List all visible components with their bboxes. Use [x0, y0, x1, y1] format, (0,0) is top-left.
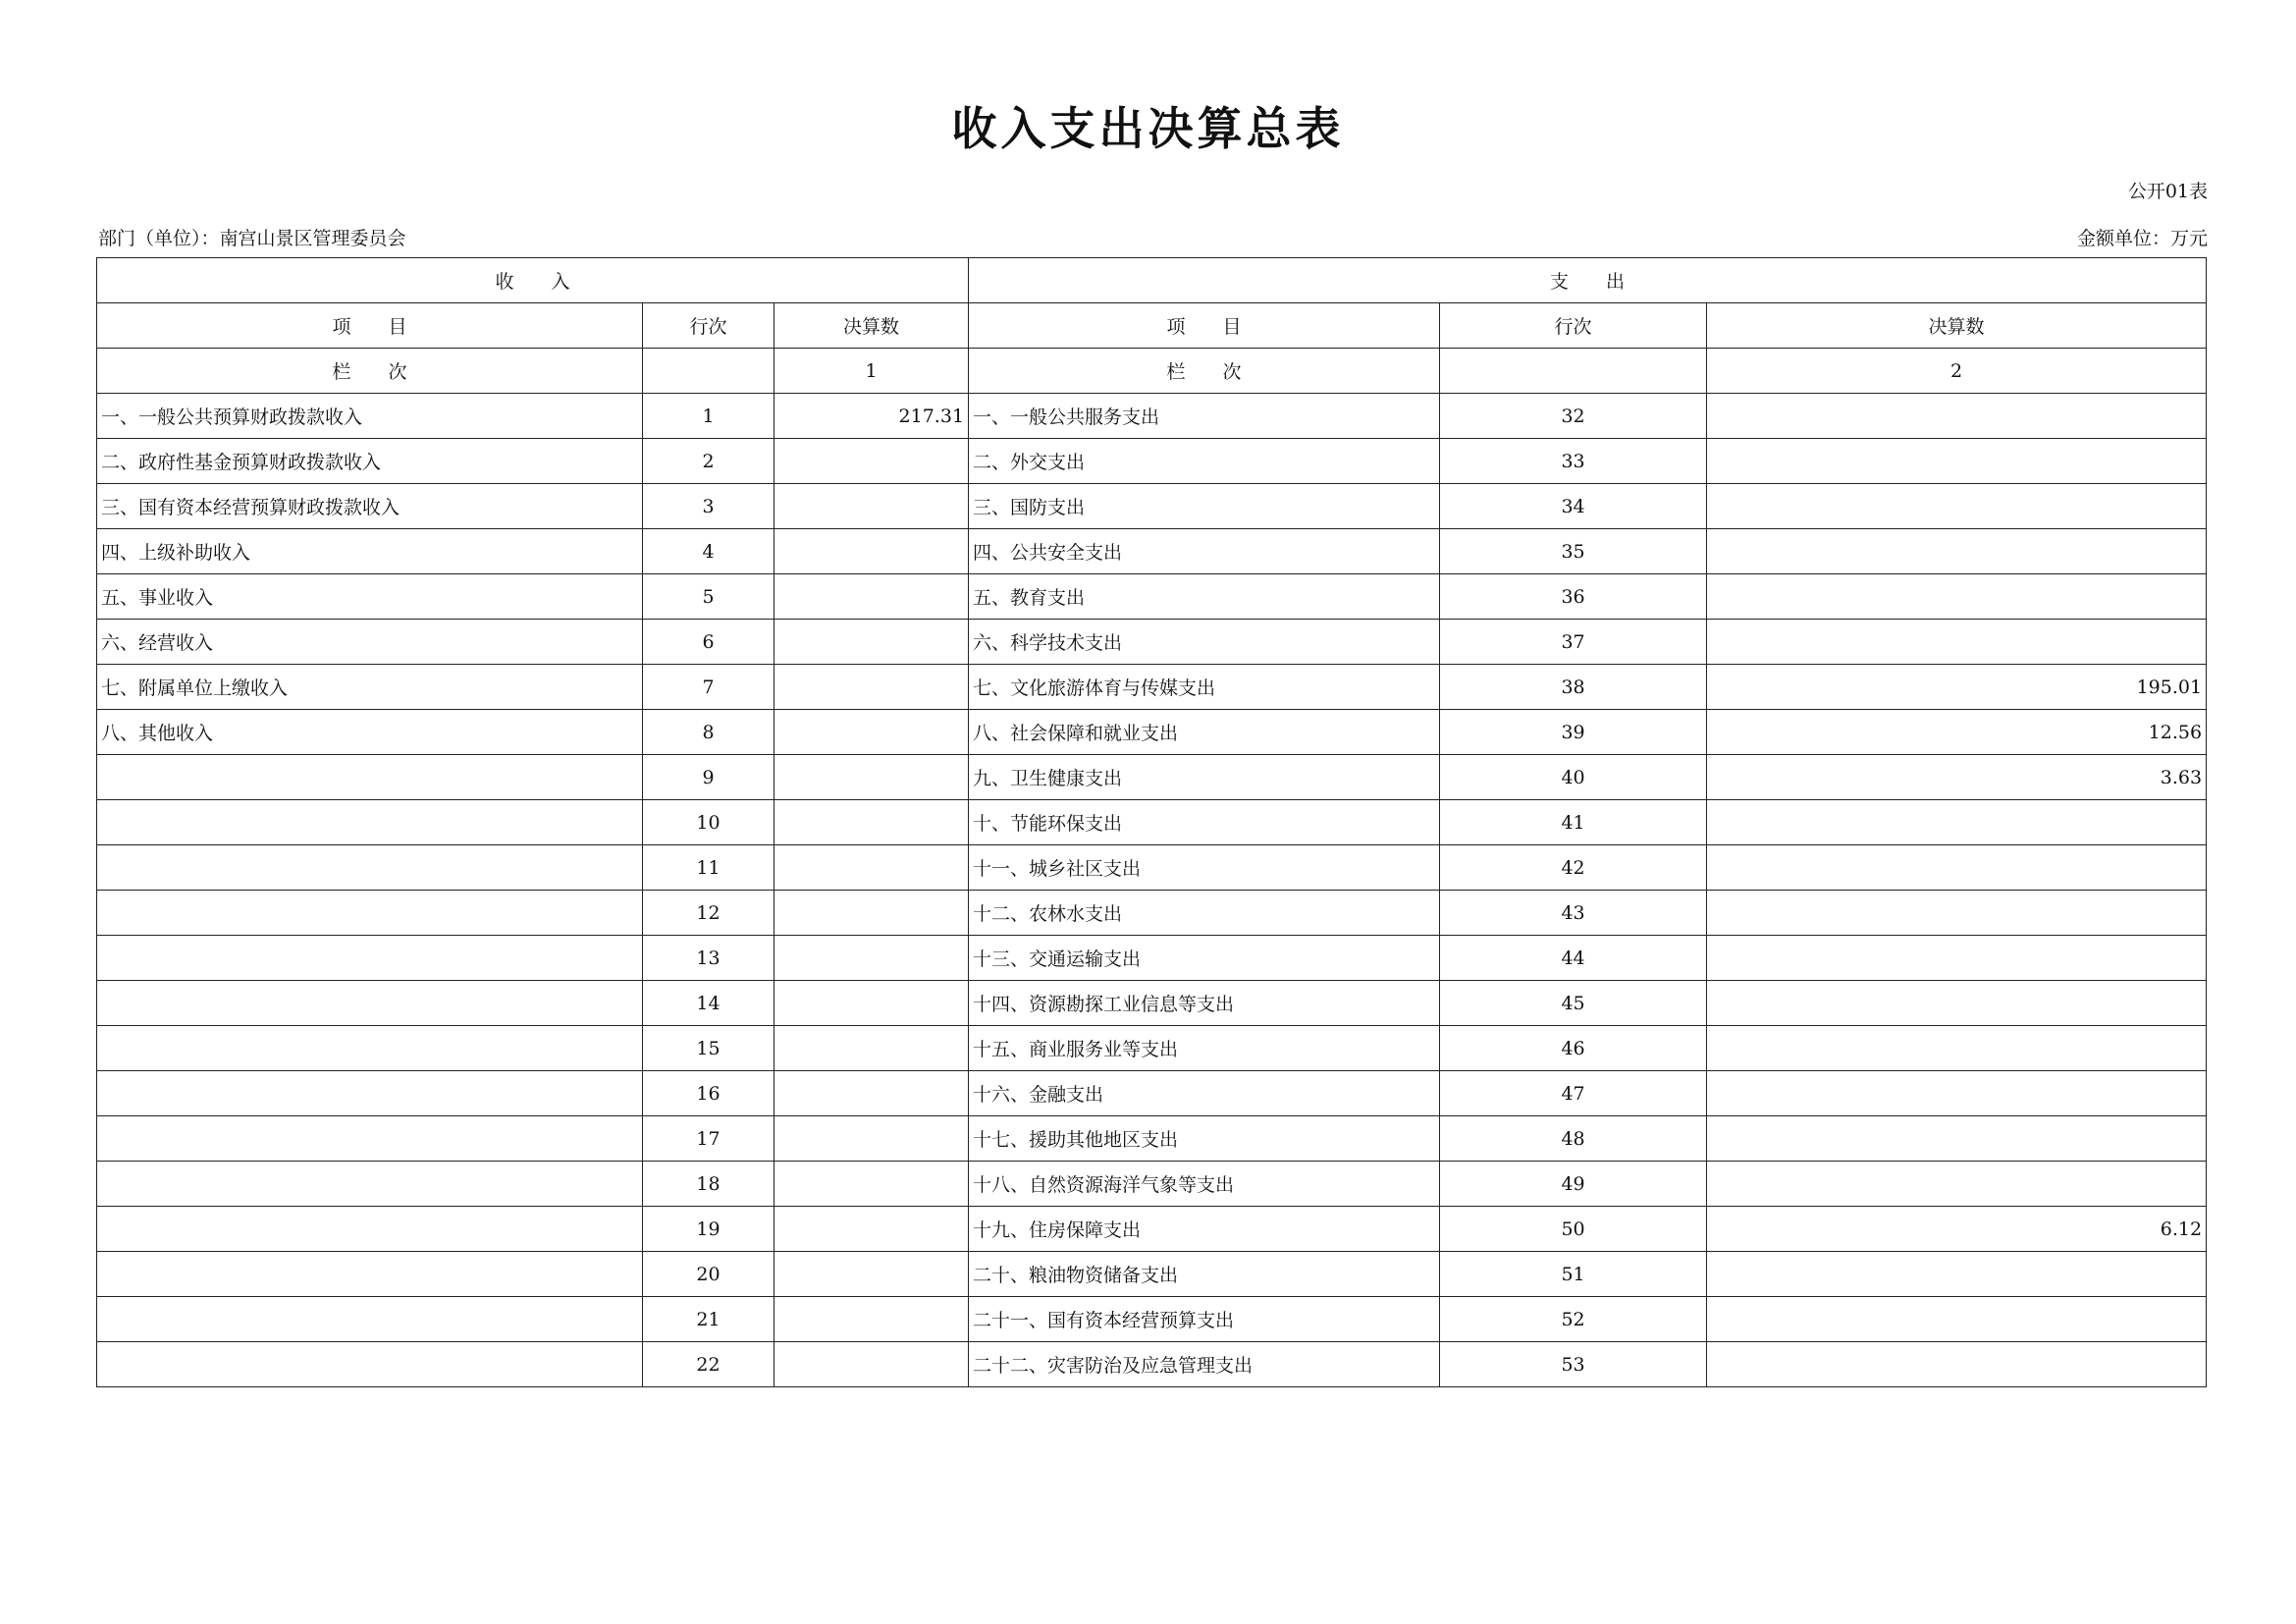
expense-amount-cell: [1707, 439, 2207, 484]
expense-amount-cell: [1707, 800, 2207, 845]
expense-item-header: 项 目: [969, 303, 1440, 349]
income-item-cell: [97, 1297, 643, 1342]
expense-row-no-header: 行次: [1440, 303, 1707, 349]
page-title: 收入支出决算总表: [951, 102, 1345, 155]
income-amount-cell: [774, 484, 969, 529]
expense-row-no-cell: 43: [1440, 891, 1707, 936]
expense-amount-cell: [1707, 981, 2207, 1026]
expense-amount-cell: [1707, 1252, 2207, 1297]
expense-item-cell: 二十一、国有资本经营预算支出: [969, 1297, 1440, 1342]
table-row: [97, 529, 2207, 574]
table-row: [97, 755, 2207, 800]
expense-item-cell: 十二、农林水支出: [969, 891, 1440, 936]
income-item-cell: [97, 936, 643, 981]
income-row-no-cell: 12: [643, 891, 774, 936]
income-row-no-cell: 5: [643, 574, 774, 620]
income-amount-cell: [774, 1207, 969, 1252]
expense-amount-cell: [1707, 574, 2207, 620]
expense-row-no-cell: 49: [1440, 1162, 1707, 1207]
expense-item-cell: 十三、交通运输支出: [969, 936, 1440, 981]
expense-amount-cell: [1707, 1071, 2207, 1116]
expense-row-no-cell: 52: [1440, 1297, 1707, 1342]
expense-item-cell: 一、一般公共服务支出: [969, 394, 1440, 439]
expense-item-cell: 十六、金融支出: [969, 1071, 1440, 1116]
income-row-no-cell: 7: [643, 665, 774, 710]
expense-amount-cell: [1707, 936, 2207, 981]
income-amount-cell: [774, 1342, 969, 1387]
table-row: [97, 1116, 2207, 1162]
income-amount-header: 决算数: [774, 303, 969, 349]
expense-row-no-cell: 51: [1440, 1252, 1707, 1297]
section-header-row: [97, 258, 2207, 303]
table-row: [97, 710, 2207, 755]
income-item-cell: 五、事业收入: [97, 574, 643, 620]
income-row-no-cell: 10: [643, 800, 774, 845]
income-row-no-cell: 22: [643, 1342, 774, 1387]
expense-amount-cell: [1707, 1342, 2207, 1387]
income-item-cell: 二、政府性基金预算财政拨款收入: [97, 439, 643, 484]
income-item-cell: 六、经营收入: [97, 620, 643, 665]
income-column-blank: [643, 349, 774, 394]
table-row: [97, 1252, 2207, 1297]
expense-item-cell: 七、文化旅游体育与传媒支出: [969, 665, 1440, 710]
expense-item-cell: 二十、粮油物资储备支出: [969, 1252, 1440, 1297]
income-item-cell: [97, 981, 643, 1026]
income-amount-cell: [774, 1026, 969, 1071]
expense-amount-cell: [1707, 529, 2207, 574]
table-row: [97, 845, 2207, 891]
table-row: [97, 620, 2207, 665]
expense-item-cell: 十九、住房保障支出: [969, 1207, 1440, 1252]
income-column-number: 1: [774, 349, 969, 394]
table-row: [97, 1026, 2207, 1071]
expense-amount-cell: [1707, 620, 2207, 665]
income-amount-cell: [774, 1297, 969, 1342]
income-amount-cell: [774, 981, 969, 1026]
income-amount-cell: [774, 1071, 969, 1116]
expense-amount-cell: 12.56: [1707, 710, 2207, 755]
expense-row-no-cell: 35: [1440, 529, 1707, 574]
expense-amount-cell: [1707, 845, 2207, 891]
income-amount-cell: 217.31: [774, 394, 969, 439]
expense-item-cell: 十七、援助其他地区支出: [969, 1116, 1440, 1162]
expense-item-cell: 二、外交支出: [969, 439, 1440, 484]
income-amount-cell: [774, 439, 969, 484]
income-section-header: 收 入: [97, 258, 969, 303]
income-amount-cell: [774, 529, 969, 574]
income-amount-cell: [774, 1252, 969, 1297]
income-item-header: 项 目: [97, 303, 643, 349]
income-row-no-cell: 2: [643, 439, 774, 484]
income-row-no-cell: 11: [643, 845, 774, 891]
expense-row-no-cell: 50: [1440, 1207, 1707, 1252]
expense-row-no-cell: 32: [1440, 394, 1707, 439]
expense-amount-cell: [1707, 1162, 2207, 1207]
income-item-cell: 七、附属单位上缴收入: [97, 665, 643, 710]
expense-row-no-cell: 47: [1440, 1071, 1707, 1116]
expense-amount-header: 决算数: [1707, 303, 2207, 349]
income-amount-cell: [774, 574, 969, 620]
table-row: [97, 394, 2207, 439]
department-label: 部门（单位）：南宫山景区管理委员会: [98, 228, 406, 249]
form-number: 公开01表: [2127, 181, 2208, 202]
expense-item-cell: 八、社会保障和就业支出: [969, 710, 1440, 755]
income-item-cell: [97, 1071, 643, 1116]
income-row-no-cell: 6: [643, 620, 774, 665]
income-item-cell: [97, 1207, 643, 1252]
income-row-no-cell: 17: [643, 1116, 774, 1162]
income-row-no-cell: 21: [643, 1297, 774, 1342]
table-row: [97, 439, 2207, 484]
expense-column-number: 2: [1707, 349, 2207, 394]
expense-amount-cell: [1707, 484, 2207, 529]
income-item-cell: [97, 845, 643, 891]
income-column-label: 栏 次: [97, 349, 643, 394]
column-number-row: [97, 349, 2207, 394]
table-row: [97, 1207, 2207, 1252]
income-amount-cell: [774, 665, 969, 710]
table-row: [97, 1297, 2207, 1342]
expense-column-blank: [1440, 349, 1707, 394]
table-row: [97, 936, 2207, 981]
income-row-no-cell: 1: [643, 394, 774, 439]
amount-unit-label: 金额单位：万元: [2076, 228, 2208, 249]
expense-row-no-cell: 42: [1440, 845, 1707, 891]
income-row-no-cell: 19: [643, 1207, 774, 1252]
income-item-cell: [97, 1162, 643, 1207]
expense-row-no-cell: 37: [1440, 620, 1707, 665]
column-header-row: [97, 303, 2207, 349]
income-row-no-cell: 3: [643, 484, 774, 529]
expense-row-no-cell: 44: [1440, 936, 1707, 981]
expense-item-cell: 九、卫生健康支出: [969, 755, 1440, 800]
table-row: [97, 800, 2207, 845]
expense-amount-cell: 6.12: [1707, 1207, 2207, 1252]
table-row: [97, 665, 2207, 710]
income-amount-cell: [774, 800, 969, 845]
income-item-cell: [97, 1116, 643, 1162]
income-amount-cell: [774, 755, 969, 800]
table-row: [97, 574, 2207, 620]
income-item-cell: 四、上级补助收入: [97, 529, 643, 574]
income-amount-cell: [774, 710, 969, 755]
table-row: [97, 1342, 2207, 1387]
expense-item-cell: 四、公共安全支出: [969, 529, 1440, 574]
income-row-no-cell: 20: [643, 1252, 774, 1297]
expense-item-cell: 三、国防支出: [969, 484, 1440, 529]
expense-row-no-cell: 46: [1440, 1026, 1707, 1071]
expense-row-no-cell: 45: [1440, 981, 1707, 1026]
expense-amount-cell: [1707, 1116, 2207, 1162]
income-expense-table: [96, 257, 2207, 1387]
income-item-cell: [97, 1026, 643, 1071]
expense-column-label: 栏 次: [969, 349, 1440, 394]
expense-row-no-cell: 41: [1440, 800, 1707, 845]
expense-amount-cell: 195.01: [1707, 665, 2207, 710]
expense-item-cell: 十五、商业服务业等支出: [969, 1026, 1440, 1071]
income-row-no-cell: 18: [643, 1162, 774, 1207]
income-item-cell: [97, 1252, 643, 1297]
income-row-no-cell: 13: [643, 936, 774, 981]
income-row-no-cell: 16: [643, 1071, 774, 1116]
table-row: [97, 981, 2207, 1026]
table-row: [97, 1071, 2207, 1116]
expense-row-no-cell: 33: [1440, 439, 1707, 484]
expense-item-cell: 十一、城乡社区支出: [969, 845, 1440, 891]
expense-item-cell: 十、节能环保支出: [969, 800, 1440, 845]
income-item-cell: 八、其他收入: [97, 710, 643, 755]
table-row: [97, 484, 2207, 529]
expense-row-no-cell: 39: [1440, 710, 1707, 755]
income-row-no-cell: 14: [643, 981, 774, 1026]
income-item-cell: 三、国有资本经营预算财政拨款收入: [97, 484, 643, 529]
expense-item-cell: 十四、资源勘探工业信息等支出: [969, 981, 1440, 1026]
income-amount-cell: [774, 620, 969, 665]
expense-row-no-cell: 40: [1440, 755, 1707, 800]
income-amount-cell: [774, 936, 969, 981]
income-row-no-header: 行次: [643, 303, 774, 349]
expense-row-no-cell: 34: [1440, 484, 1707, 529]
income-item-cell: [97, 800, 643, 845]
expense-amount-cell: [1707, 1297, 2207, 1342]
expense-row-no-cell: 36: [1440, 574, 1707, 620]
expense-amount-cell: [1707, 1026, 2207, 1071]
expense-row-no-cell: 53: [1440, 1342, 1707, 1387]
table-row: [97, 891, 2207, 936]
income-item-cell: 一、一般公共预算财政拨款收入: [97, 394, 643, 439]
income-row-no-cell: 9: [643, 755, 774, 800]
income-amount-cell: [774, 891, 969, 936]
income-item-cell: [97, 1342, 643, 1387]
expense-amount-cell: 3.63: [1707, 755, 2207, 800]
expense-item-cell: 十八、自然资源海洋气象等支出: [969, 1162, 1440, 1207]
expense-row-no-cell: 48: [1440, 1116, 1707, 1162]
income-amount-cell: [774, 845, 969, 891]
income-item-cell: [97, 755, 643, 800]
income-item-cell: [97, 891, 643, 936]
income-amount-cell: [774, 1162, 969, 1207]
income-row-no-cell: 15: [643, 1026, 774, 1071]
expense-item-cell: 六、科学技术支出: [969, 620, 1440, 665]
table-row: [97, 1162, 2207, 1207]
expense-amount-cell: [1707, 891, 2207, 936]
expense-amount-cell: [1707, 394, 2207, 439]
expense-item-cell: 五、教育支出: [969, 574, 1440, 620]
income-row-no-cell: 4: [643, 529, 774, 574]
expense-item-cell: 二十二、灾害防治及应急管理支出: [969, 1342, 1440, 1387]
expense-row-no-cell: 38: [1440, 665, 1707, 710]
income-amount-cell: [774, 1116, 969, 1162]
income-row-no-cell: 8: [643, 710, 774, 755]
expense-section-header: 支 出: [969, 258, 2207, 303]
